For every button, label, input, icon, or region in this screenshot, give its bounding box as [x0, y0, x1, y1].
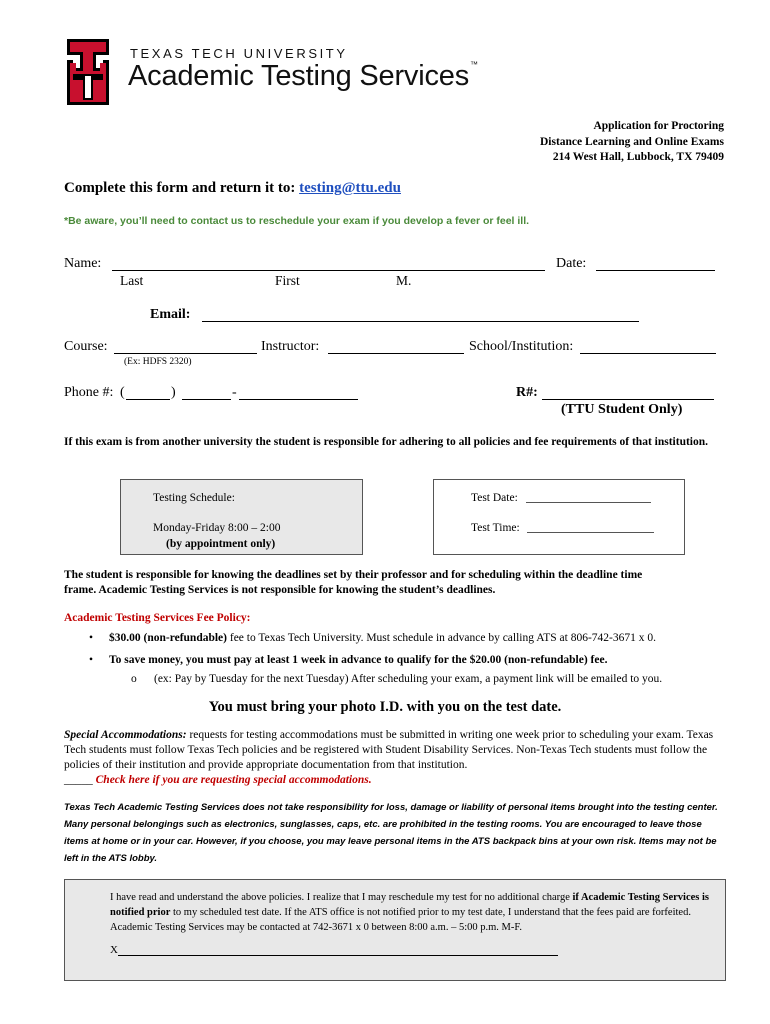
- r-number-field[interactable]: [542, 387, 714, 400]
- instructions: Complete this form and return it to: testing@ttu.edu: [64, 180, 401, 196]
- phone-area-open: (: [120, 385, 125, 400]
- phone-label: Phone #:: [64, 385, 114, 400]
- signature-x: X: [110, 944, 118, 956]
- school-field[interactable]: [580, 341, 716, 354]
- testing-schedule-title: Testing Schedule:: [153, 492, 235, 504]
- school-label: School/Institution:: [469, 339, 574, 354]
- contact-email-link[interactable]: testing@ttu.edu: [299, 180, 401, 196]
- instructor-field[interactable]: [328, 341, 464, 354]
- logo-department-name: Academic Testing Services™: [128, 60, 478, 92]
- phone-area-code-field[interactable]: [126, 387, 170, 400]
- special-accommodations-checkbox[interactable]: _____: [64, 774, 93, 786]
- middle-initial-caption: M.: [396, 273, 412, 288]
- logo-university-name: TEXAS TECH UNIVERSITY: [130, 46, 348, 61]
- liability-note: Texas Tech Academic Testing Services does not take responsibility for loss, damage or liability of personal items brought into the testing center. Many personal belongings such as electronics, sunglasses, caps, etc. are prohibited in the testing rooms. You are encouraged to leave those items at home or in your car. However, if you choose, you may leave personal items in the ATS backpack bins at your own risk. Items may not be left in the ATS lobby.: [64, 802, 718, 864]
- bullet-marker: •: [89, 632, 94, 644]
- name-field[interactable]: [112, 258, 545, 271]
- special-accommodations-check-text: Check here if you are requesting special accommodations.: [92, 774, 372, 786]
- date-field[interactable]: [596, 258, 715, 271]
- r-number-note: (TTU Student Only): [561, 402, 683, 417]
- fee-bullet-1: $30.00 (non-refundable) fee to Texas Tech University. Must schedule in advance by calling ATS at 806-742-3671 x 0.: [109, 632, 657, 644]
- phone-dash: -: [232, 385, 237, 400]
- testing-schedule-hours: Monday-Friday 8:00 – 2:00: [153, 522, 281, 534]
- bullet-marker: •: [89, 654, 94, 666]
- course-label: Course:: [64, 339, 108, 354]
- email-label: Email:: [150, 307, 191, 322]
- date-label: Date:: [556, 256, 587, 271]
- header-line-1: Application for Proctoring: [593, 120, 724, 132]
- special-accommodations-label: Special Accommodations:: [64, 729, 187, 741]
- test-time-field[interactable]: [527, 532, 654, 533]
- last-name-caption: Last: [120, 273, 144, 288]
- other-university-note: If this exam is from another university the student is responsible for adhering to all policies and fee requirements of that institution.: [64, 436, 709, 448]
- testing-schedule-appointment: (by appointment only): [166, 538, 276, 550]
- fee-sub-bullet: (ex: Pay by Tuesday for the next Tuesday) After scheduling your exam, a payment link will be emailed to you.: [154, 673, 663, 685]
- fee-bullet-2: To save money, you must pay at least 1 week in advance to qualify for the $20.00 (non-refundable) fee.: [109, 654, 608, 666]
- header-line-2: Distance Learning and Online Exams: [539, 136, 724, 148]
- special-accommodations-paragraph: Special Accommodations: requests for testing accommodations must be submitted in writing one week prior to scheduling your exam. Texas Tech students must follow Texas Tech policies and be registered with Student Disability Services. Non-Texas Tech students must follow the policies of their institution and provide appropriate documentation from that institution. _____ Check here if you are requesting special accommodations.: [64, 729, 714, 786]
- sub-bullet-marker: o: [131, 673, 137, 685]
- phone-line-field[interactable]: [239, 387, 358, 400]
- test-date-time-box: [433, 479, 685, 555]
- phone-prefix-field[interactable]: [182, 387, 231, 400]
- deadline-note-line-1: The student is responsible for knowing the deadlines set by their professor and for scheduling within the deadline time: [64, 569, 643, 581]
- texas-tech-double-t-logo: [66, 38, 110, 106]
- photo-id-note: You must bring your photo I.D. with you on the test date.: [208, 699, 562, 715]
- name-label: Name:: [64, 256, 102, 271]
- agreement-text: I have read and understand the above policies. I realize that I may reschedule my test for no additional charge if Academic Testing Services is notified prior to my scheduled test date. If the ATS office is not notified prior to my test date, I understand that the fees paid are forfeited. Academic Testing Services may be contacted at 742-3671 x 0 between 8:00 a.m. – 5:00 p.m. M-F.: [110, 892, 709, 933]
- phone-area-close: ): [171, 385, 176, 400]
- email-field[interactable]: [202, 309, 639, 322]
- course-field[interactable]: [114, 341, 257, 354]
- illness-notice: *Be aware, you’ll need to contact us to reschedule your exam if you develop a fever or feel ill.: [64, 215, 530, 227]
- deadline-note-line-2: frame. Academic Testing Services is not responsible for knowing the student’s deadlines.: [64, 584, 496, 596]
- fee-policy-title: Academic Testing Services Fee Policy:: [64, 612, 251, 624]
- instructor-label: Instructor:: [261, 339, 320, 354]
- r-number-label: R#:: [516, 385, 538, 400]
- header-address: 214 West Hall, Lubbock, TX 79409: [552, 151, 724, 163]
- test-time-label: Test Time:: [471, 522, 520, 534]
- course-example: (Ex: HDFS 2320): [124, 357, 192, 367]
- test-date-field[interactable]: [526, 502, 651, 503]
- signature-line[interactable]: [118, 955, 558, 956]
- test-date-label: Test Date:: [471, 492, 518, 504]
- first-name-caption: First: [275, 273, 300, 288]
